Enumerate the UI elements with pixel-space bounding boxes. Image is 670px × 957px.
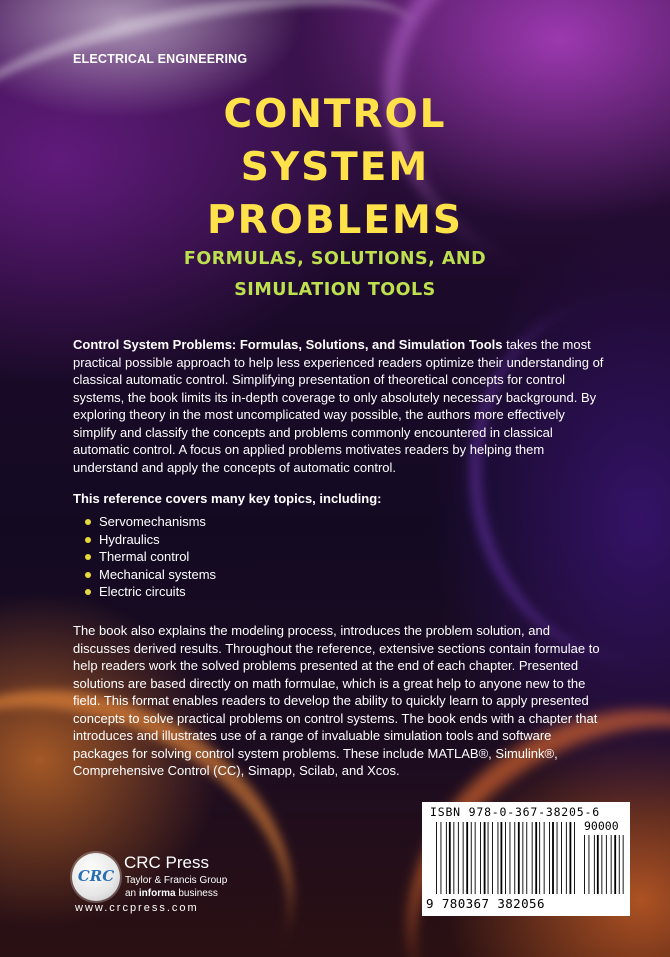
topic-item: Mechanical systems [85,566,216,584]
barcode-bar [501,822,503,894]
publisher-business [125,888,218,899]
barcode-bar [597,835,599,894]
barcode-bar [574,822,575,894]
business-suffix: business [175,888,218,899]
price-code: 90000 [584,819,619,833]
barcode-bar [522,822,523,894]
barcode-bar [570,822,572,894]
barcode-bar [544,822,545,894]
description-text: takes the most practical possible approach to help less experienced readers optimize their understanding of classical automatic control. Simplifying presentation of theoretical concepts for control systems, the book limits its in-depth coverage to only absolutely necessary background. By exploring theory in the most uncomplicated way possible, the authors more effectively simplify and classify the concepts and problems commonly encountered in classical automatic control. A focus on applied problems motivates readers by helping them understand and apply the concepts of automatic control. [73,337,604,475]
publisher-group: Taylor & Francis Group [125,875,228,886]
barcode-bar [532,822,533,894]
crc-press-logo [72,853,120,901]
isbn-number: ISBN 978-0-367-38205-6 [430,805,600,819]
barcode-bar [594,835,595,894]
barcode-bar [475,822,476,894]
title-line: PROBLEMS [207,198,463,243]
topic-item: Electric circuits [85,583,216,601]
barcode-bars [436,822,576,894]
logo-text: CRC [77,867,115,885]
isbn-barcode [422,802,630,916]
barcode-bar [510,822,511,894]
subtitle-line: SIMULATION TOOLS [234,280,436,300]
ean-number: 9 780367 382056 [426,896,545,911]
topics-list [85,513,216,601]
barcode-bar [623,835,624,894]
barcode-bar [484,822,486,894]
barcode-bar [471,822,472,894]
barcode-bar [492,822,493,894]
book-subtitle [0,244,670,306]
book-title [0,88,670,247]
description-book-title: Control System Problems: Formulas, Solutions, and Simulation Tools [73,337,503,352]
subtitle-line: FORMULAS, SOLUTIONS, AND [183,249,487,269]
barcode-bar [441,822,442,894]
barcode-bar [601,835,602,894]
addon-barcode-bars [584,835,624,894]
barcode-bar [446,822,447,894]
barcode-bar [557,822,558,894]
barcode-bar [539,822,540,894]
barcode-bar [480,822,481,894]
barcode-bar [518,822,520,894]
barcode-bar [453,822,454,894]
barcode-bar [589,835,590,894]
topic-item: Thermal control [85,548,216,566]
barcode-bar [436,822,437,894]
barcode-bar [606,835,607,894]
title-line: CONTROL [223,92,447,137]
barcode-bar [498,822,499,894]
topic-item: Servomechanisms [85,513,216,531]
barcode-bar [619,835,620,894]
barcode-bar [611,835,612,894]
barcode-bar [561,822,562,894]
barcode-bar [458,822,459,894]
barcode-bar [466,822,468,894]
publisher-name: CRC Press [124,853,210,872]
business-prefix: an [125,888,139,899]
barcode-bar [488,822,489,894]
barcode-bar [526,822,527,894]
topics-lead: This reference covers many key topics, including: [73,491,382,506]
barcode-bar [566,822,567,894]
category-label: ELECTRICAL ENGINEERING [73,52,248,66]
description-paragraph-1 [73,336,608,476]
barcode-bar [514,822,515,894]
publisher-url: www.crcpress.com [75,902,199,914]
barcode-bar [449,822,451,894]
topic-item: Hydraulics [85,531,216,549]
barcode-bar [505,822,506,894]
business-brand: informa [138,888,176,899]
barcode-bar [549,822,550,894]
barcode-bar [614,835,616,894]
description-paragraph-2: The book also explains the modeling process, introduces the problem solution, and discusses derived results. Throughout the reference, extensive sections contain formulae to help readers work the solved problems presented at the end of each chapter. Presented solutions are based directly on math formulae, which is a great help to anyone new to the field. This format enables readers to develop the ability to quickly learn to apply presented concepts to solve practical problems on control systems. The book ends with a chapter that introduces and illustrates use of a range of invaluable simulation tools and software packages for solving control system problems. These include MATLAB®, Simulink®, Comprehensive Control (CC), Simapp, Scilab, and Xcos. [73,623,600,778]
barcode-bar [463,822,464,894]
barcode-bar [535,822,537,894]
title-line: SYSTEM [240,145,430,190]
barcode-bar [552,822,554,894]
barcode-bar [584,835,585,894]
